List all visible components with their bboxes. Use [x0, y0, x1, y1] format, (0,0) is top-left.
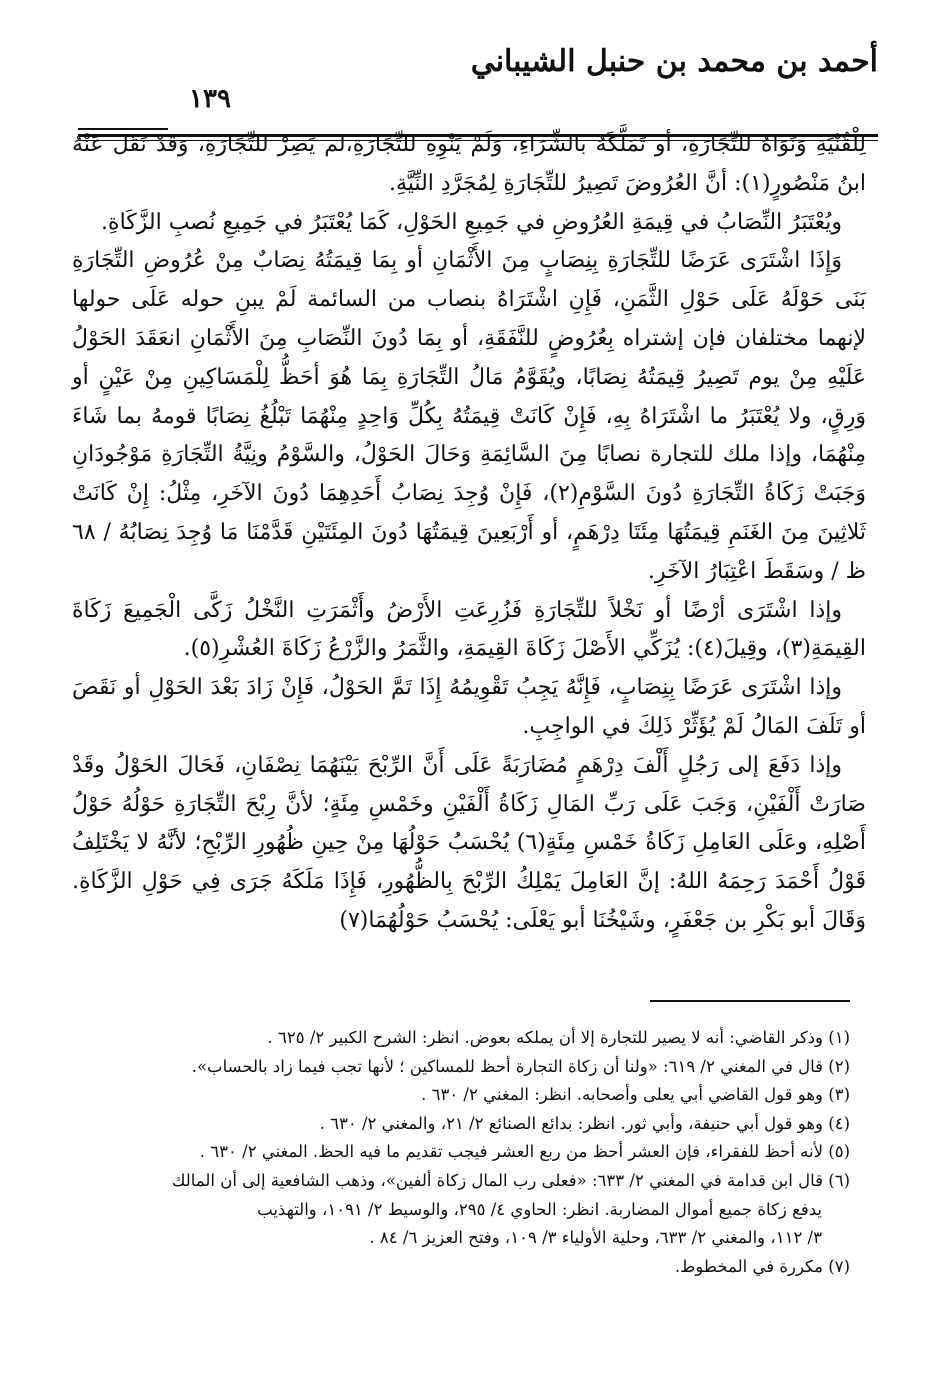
- footnote: (٥) لأنه أحظ للفقراء، فإن العشر أحظ من ربع العشر فيجب تقديم ما فيه الحظ. المغني ٢/ ٦٣٠ .: [199, 1142, 850, 1162]
- header-author-title: أحمد بن محمد بن حنبل الشيباني: [470, 44, 878, 79]
- body-paragraph: لِلْقُنْيَةِ وَنَوَاهُ للتِّجَارَةِ، أو تَمَلَّكَهُ بالشِّرَاءِ، وَلَمْ يَنْوِهِ للتِّجَارَةِ،لم يَصِرْ للتِّجَارَةِ، وَقَدْ نَقَلَ عَنْهُ ابنُ مَنْصُورٍ(١): أنَّ العُرُوضَ تَصِيرُ للتِّجَارَةِ لِمُجَرَّدِ النِّيَّةِ.: [72, 132, 866, 196]
- page-number: ١٣٩: [170, 84, 250, 114]
- body-paragraph: وإذا اشْتَرَى عَرَضًا بِنِصَابٍ، فَإِنَّهُ يَجِبُ تَقْوِيمُهُ إِذَا تَمَّ الحَوْلُ، فَإِنْ زَادَ بَعْدَ الحَوْلِ أو نَقَصَ أو تَلَفَ المَالُ لَمْ يُؤَثِّرْ ذَلِكَ في الواجِبِ.: [72, 675, 866, 739]
- footnote: (٦) قال ابن قدامة في المغني ٢/ ٦٣٣: «فعلى رب المال زكاة ألفين»، وذهب الشافعية إلى أن المالك: [171, 1170, 850, 1190]
- body-paragraph: وإذا دَفَعَ إلى رَجُلٍ أَلْفَ دِرْهَمٍ مُضَارَبَةً عَلَى أَنَّ الرِّبْحَ بَيْنَهُمَا نِصْفَانِ، فَحَالَ الحَوْلُ وقَدْ صَارَتْ أَلْفَيْنِ، وَجَبَ عَلَى رَبِّ المَالِ زَكَاةُ أَلْفَيْنِ وخَمْسِ مِئَةٍ؛ لأنَّ رِبْحَ التِّجَارَةِ حَوْلُهُ حَوْلُ أَصْلِهِ، وعَلَى العَامِلِ زَكَاةُ خَمْسِ مِئَةٍ(٦) يُحْسَبُ حَوْلُهَا مِنْ حِينِ ظُهُورِ الرِّبْحِ؛ لأنَّهُ لا يَخْتَلِفُ قَوْلُ أَحْمَدَ رَحِمَهُ اللهُ: إنَّ العَامِلَ يَمْلِكُ الرِّبْحَ بِالظُّهُورِ، فَإِذَا مَلَكَهُ جَرَى فِي حَوْلِ الزَّكَاةِ. وَقَالَ أبو بَكْرِ بن جَعْفَرٍ، وشَيْخُنَا أبو يَعْلَى: يُحْسَبُ حَوْلُهُمَا(٧): [72, 752, 866, 933]
- footnotes: [72, 1024, 850, 1324]
- footnote: (١) وذكر القاضي: أنه لا يصير للتجارة إلا أن يملكه بعوض. انظر: الشرح الكبير ٢/ ٦٢٥ .: [267, 1028, 850, 1047]
- footnote: (٧) مكررة في المخطوط.: [674, 1256, 850, 1276]
- footnote: (٤) وهو قول أبي حنيفة، وأبي ثور. انظر: بدائع الصنائع ٢/ ٢١، والمغني ٢/ ٦٣٠ .: [319, 1113, 850, 1133]
- footnote: (٣) وهو قول القاضي أبي يعلى وأصحابه. انظر: المغني ٢/ ٦٣٠ .: [421, 1085, 850, 1105]
- main-text: [72, 126, 866, 988]
- body-paragraph: ويُعْتَبَرُ النِّصَابُ في قِيمَةِ العُرُوضِ في جَمِيعِ الحَوْلِ، كَمَا يُعْتَبَرُ في جَمِيعِ نُصبِ الزَّكَاةِ.: [101, 209, 842, 235]
- footnote: (٢) قال في المغني ٢/ ٦١٩: «ولنا أن زكاة التجارة أحظ للمساكين ؛ لأنها تجب فيما زاد بالحساب».: [191, 1056, 850, 1076]
- footnote-continuation: يدفع زكاة جميع أموال المضاربة. انظر: الحاوي ٤/ ٢٩٥، والوسيط ٢/ ١٠٩١، والتهذيب: [257, 1199, 822, 1219]
- body-paragraph: وَإِذَا اشْتَرَى عَرَضًا للتِّجَارَةِ بِنِصَابٍ مِنَ الأَثْمَانِ أو بِمَا قِيمَتُهُ نِصَابٌ مِنْ عُرُوضِ التِّجَارَةِ بَنَى حَوْلَهُ عَلَى حَوْلِ الثَّمَنِ، فَإِنِ اشْتَرَاهُ بنصاب من السائمة لَمْ يبنِ حوله عَلَى حولها لإنهما مختلفان فإن إشتراه بِعُرُوضٍ للنَّفَقَةِ، أو بِمَا دُونَ النِّصَابِ مِنَ الأَثْمَانِ انعَقَدَ الحَوْلُ عَلَيْهِ مِنْ يوم تَصِيرُ قِيمَتُهُ نِصَابًا، ويُقَوَّمُ مَالُ التِّجَارَةِ بِمَا هُوَ أحَظُّ لِلْمَسَاكِينِ مِنْ عَيْنٍ أو وَرِقٍ، ولا يُعْتَبَرُ ما اشْتَرَاهُ بِهِ، فَإِنْ كَانَتْ قِيمَتُهُ بِكُلِّ وَاحِدٍ مِنْهُمَا تَبْلُغُ نِصَابًا قومهُ بما شَاءَ مِنْهُمَا، وإذا ملك للتجارة نصابًا مِنَ السَّائِمَةِ وَحَالَ الحَوْلُ، والسَّوْمُ ونِيَّةُ التِّجَارَةِ مَوْجُودَانِ وَجَبَتْ زَكَاةُ التِّجَارَةِ دُونَ السَّوْمِ(٢)، فَإِنْ وُجِدَ نِصَابُ أَحَدِهِمَا دُونَ الآخَرِ، مِثْلُ: إِنْ كَانَتْ ثَلاثِينَ مِنَ الغَنَمِ قِيمَتُهَا مِئَتَا دِرْهَمٍ، أو أَرْبَعِينَ قِيمَتُهَا دُونَ المِئَتَيْنِ قَدَّمْنَا مَا وُجِدَ نِصَابُهُ / ٦٨ ظ / وسَقَطَ اعْتِبَارُ الآخَرِ.: [72, 248, 866, 584]
- footnote-continuation: ٣/ ١١٢، والمغني ٢/ ٦٣٣، وحلية الأولياء ٣/ ١٠٩، وفتح العزيز ٦/ ٨٤ .: [369, 1228, 822, 1248]
- body-paragraph: وإذا اشْتَرَى أرْضًا أو نَخْلاً للتِّجَارَةِ فَزُرِعَتِ الأَرْضُ وأَثْمَرَتِ النَّخْلُ زَكَّى الْجَمِيعَ زَكَاةَ القِيمَةِ(٣)، وقِيلَ(٤): يُزَكِّي الأَصْلَ زَكَاةَ القِيمَةِ، والثَّمَرُ والزَّرْعُ زَكَاةَ العُشْرِ(٥).: [72, 597, 866, 662]
- running-header: [60, 44, 878, 114]
- footnote-separator: [650, 1000, 850, 1002]
